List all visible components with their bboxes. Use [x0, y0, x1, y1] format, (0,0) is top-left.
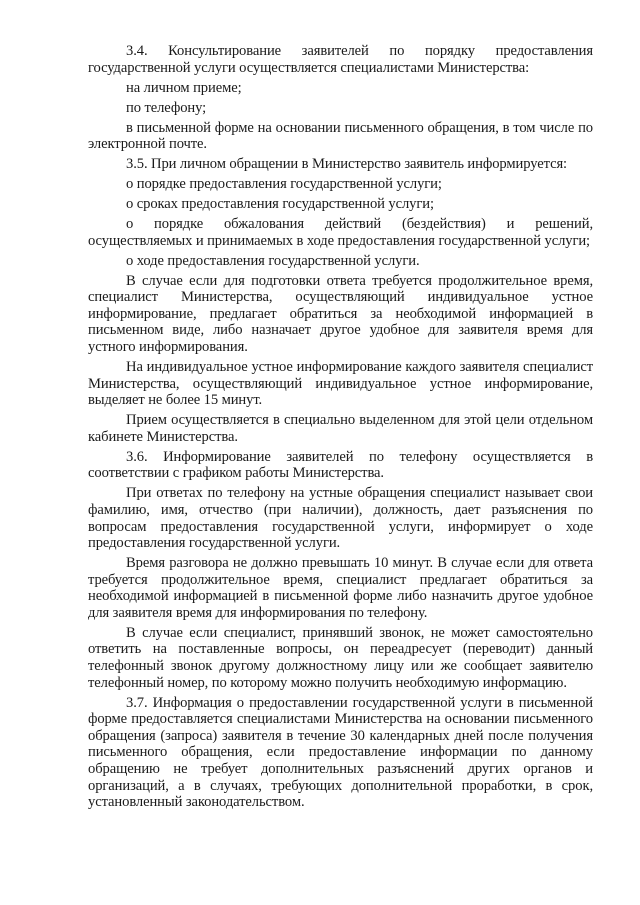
list-item-written: в письменной форме на основании письменного обращения, в том числе по электронной почте. [88, 119, 593, 153]
list-item-procedure: о порядке предоставления государственной услуги; [126, 176, 442, 193]
paragraph-10-minutes: Время разговора не должно превышать 10 минут. В случае если для ответа требуется продолжительное время, специалист предлагает обратиться за необходимой информацией в письменной форме либо назначить другое удобное для заявителя время для информирования по телефону. [88, 555, 593, 621]
paragraph-3-7: 3.7. Информация о предоставлении государственной услуги в письменной форме предоставляется специалистами Министерства на основании письменного обращения (запроса) заявителя в течение 30 календарных дней после получения письменного обращения, если предоставление информации по данному обращению не требует дополнительных разъяснений других органов и организаций, а в случаях, требующих дополнительной проработки, в срок, установленный законодательством. [88, 694, 593, 811]
list-item-progress: о ходе предоставления государственной услуги. [126, 252, 420, 269]
list-item-phone: по телефону; [126, 99, 207, 116]
paragraph-3-6: 3.6. Информирование заявителей по телефону осуществляется в соответствии с графиком работы Министерства. [88, 448, 593, 482]
paragraph-15-minutes: На индивидуальное устное информирование каждого заявителя специалист Министерства, осуществляющий индивидуальное устное информирование, выделяет не более 15 минут. [88, 359, 593, 409]
list-item-terms: о сроках предоставления государственной услуги; [126, 196, 434, 213]
paragraph-3-4: 3.4. Консультирование заявителей по порядку предоставления государственной услуги осуществляется специалистами Министерства: [88, 43, 593, 76]
document-body [88, 43, 593, 814]
paragraph-long-answer: В случае если для подготовки ответа требуется продолжительное время, специалист Министерства, осуществляющий индивидуальное устное информирование, предлагает обратиться за необходимой информацией в письменном виде, либо назначает другое удобное для заявителя время для устного информирования. [88, 272, 593, 356]
paragraph-phone-answers: При ответах по телефону на устные обращения специалист называет свои фамилию, имя, отчество (при наличии), должность, дает разъяснения по вопросам предоставления государственной услуги, информирует о ходе предоставления государственной услуги. [88, 485, 593, 552]
list-item-appeal: о порядке обжалования действий (бездействия) и решений, осуществляемых и принимаемых в ходе предоставления государственной услуги; [88, 216, 593, 249]
paragraph-reception: Прием осуществляется в специально выделенном для этой цели отдельном кабинете Министерства. [88, 412, 593, 445]
paragraph-3-5: 3.5. При личном обращении в Министерство заявитель информируется: [126, 156, 568, 173]
list-item-in-person: на личном приеме; [126, 79, 242, 96]
paragraph-redirect: В случае если специалист, принявший звонок, не может самостоятельно ответить на поставленные вопросы, он переадресует (переводит) данный телефонный звонок другому должностному лицу или же сообщает заявителю телефонный номер, по которому можно получить необходимую информацию. [88, 624, 593, 691]
